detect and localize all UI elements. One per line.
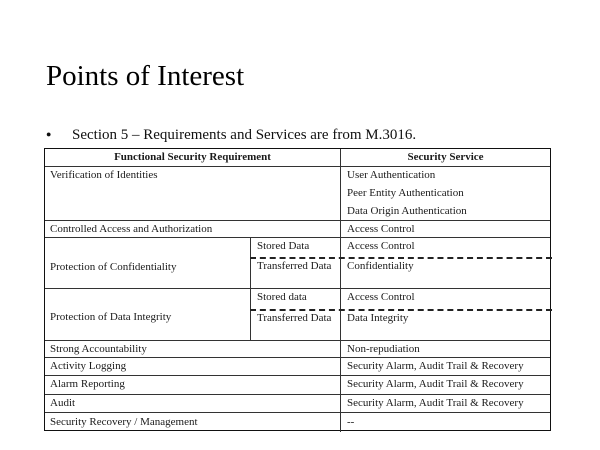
- service-cell: Access Control: [347, 223, 415, 235]
- sub-label-cell: Transferred Data: [257, 260, 332, 272]
- sub-label-cell: Stored data: [257, 291, 307, 303]
- requirement-cell: Protection of Confidentiality: [50, 261, 177, 273]
- requirement-cell: Security Recovery / Management: [50, 416, 198, 428]
- row-divider: [45, 375, 550, 376]
- requirement-cell: Strong Accountability: [50, 343, 147, 355]
- bullet-text: Section 5 – Requirements and Services are from M.3016.: [72, 127, 417, 143]
- row-divider: [45, 237, 550, 238]
- service-cell: Data Origin Authentication: [347, 205, 467, 217]
- slide-title: Points of Interest: [46, 60, 245, 92]
- service-cell: Access Control: [347, 240, 415, 252]
- header-requirement: Functional Security Requirement: [114, 151, 271, 163]
- row-divider: [45, 412, 550, 413]
- service-cell: Peer Entity Authentication: [347, 187, 464, 199]
- service-cell: Security Alarm, Audit Trail & Recovery: [347, 378, 524, 390]
- requirement-cell: Controlled Access and Authorization: [50, 223, 213, 235]
- requirement-cell: Activity Logging: [50, 360, 127, 372]
- row-divider: [45, 166, 550, 167]
- row-divider: [45, 357, 550, 358]
- dashed-split: [250, 257, 552, 259]
- sub-label-cell: Transferred Data: [257, 312, 332, 324]
- requirement-cell: Audit: [50, 397, 76, 409]
- security-requirements-table: [44, 148, 551, 431]
- service-cell: Access Control: [347, 291, 415, 303]
- service-cell: Data Integrity: [347, 312, 409, 324]
- row-divider: [45, 340, 550, 341]
- service-cell: Security Alarm, Audit Trail & Recovery: [347, 397, 524, 409]
- service-cell: User Authentication: [347, 169, 436, 181]
- service-cell: --: [347, 416, 355, 428]
- service-cell: Security Alarm, Audit Trail & Recovery: [347, 360, 524, 372]
- requirement-cell: Alarm Reporting: [50, 378, 125, 390]
- row-divider: [45, 394, 550, 395]
- sub-label-cell: Stored Data: [257, 240, 310, 252]
- service-cell: Confidentiality: [347, 260, 414, 272]
- row-divider: [45, 220, 550, 221]
- service-cell: Non-repudiation: [347, 343, 420, 355]
- requirement-cell: Protection of Data Integrity: [50, 311, 172, 323]
- requirement-cell: Verification of Identities: [50, 169, 158, 181]
- dashed-split: [250, 309, 552, 311]
- bullet-dot-icon: ●: [46, 129, 52, 139]
- row-divider: [45, 288, 550, 289]
- bullet-item: [46, 124, 416, 145]
- header-service: Security Service: [407, 151, 484, 163]
- column-divider: [340, 149, 341, 432]
